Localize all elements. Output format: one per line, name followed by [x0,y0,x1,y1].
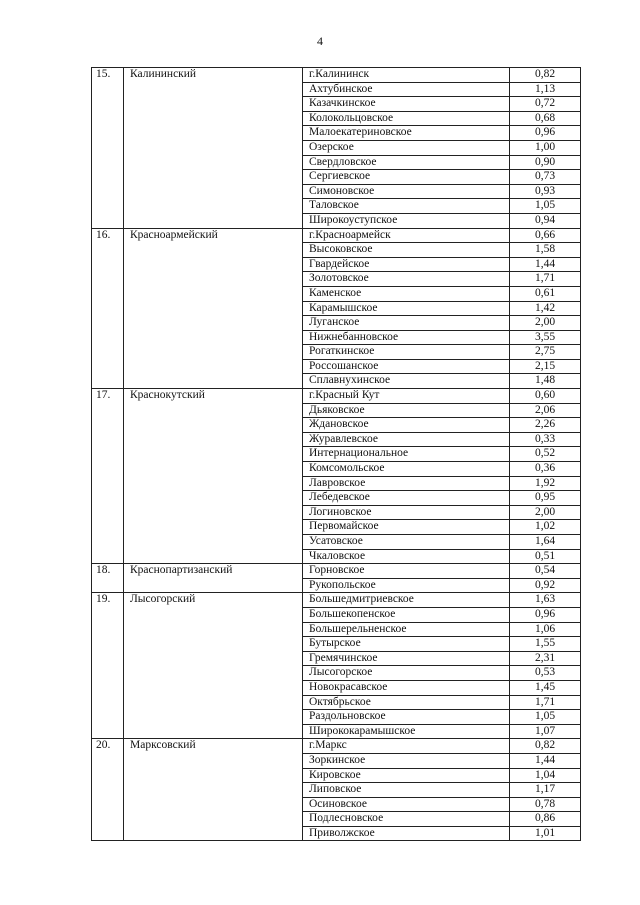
settlement-name: Лебедевское [303,491,510,506]
settlement-row [303,345,580,360]
settlement-row [303,111,580,126]
settlement-row [303,374,580,388]
row-number: 20. [92,739,124,841]
coefficient-value: 0,92 [510,578,581,592]
settlement-name: г.Красноармейск [303,229,510,243]
settlement-name: Липовское [303,783,510,798]
settlement-row [303,184,580,199]
settlement-row [303,739,580,753]
settlement-row [303,447,580,462]
settlement-name: Октябрьское [303,695,510,710]
settlement-row [303,724,580,738]
settlement-row [303,607,580,622]
settlements-cell [303,593,581,739]
settlement-row [303,140,580,155]
settlement-name: Лавровское [303,476,510,491]
settlement-row [303,578,580,592]
settlement-row [303,826,580,840]
settlement-name: Горновское [303,564,510,578]
settlement-name: г.Маркс [303,739,510,753]
coefficient-value: 2,06 [510,403,581,418]
coefficient-value: 0,51 [510,549,581,563]
settlement-row [303,462,580,477]
settlement-name: Усатовское [303,535,510,550]
settlement-row [303,126,580,141]
settlement-row [303,257,580,272]
settlement-row [303,505,580,520]
settlement-row [303,199,580,214]
coefficient-value: 1,71 [510,695,581,710]
coefficient-value: 0,95 [510,491,581,506]
settlement-row [303,82,580,97]
settlement-name: Большекопенское [303,607,510,622]
settlement-row [303,797,580,812]
settlement-name: г.Калининск [303,68,510,82]
settlement-name: Свердловское [303,155,510,170]
settlement-name: Нижнебанновское [303,330,510,345]
settlement-row [303,637,580,652]
settlement-name: Ахтубинское [303,82,510,97]
settlement-name: Широкоуступское [303,213,510,227]
coefficient-value: 1,13 [510,82,581,97]
settlement-name: Большедмитриевское [303,593,510,607]
settlement-name: Высоковское [303,243,510,258]
settlement-name: Сергиевское [303,170,510,185]
row-number: 19. [92,593,124,739]
settlements-cell [303,68,581,229]
settlements-cell [303,228,581,389]
settlement-name: Сплавнухинское [303,374,510,388]
settlement-row [303,666,580,681]
coefficient-value: 0,93 [510,184,581,199]
settlement-row [303,68,580,82]
coefficient-value: 1,17 [510,783,581,798]
settlements-list [303,389,580,563]
settlement-name: Лысогорское [303,666,510,681]
settlement-name: Комсомольское [303,462,510,477]
settlements-list [303,739,580,840]
settlement-row [303,710,580,725]
district-row [92,228,581,389]
coefficient-value: 1,92 [510,476,581,491]
settlement-row [303,812,580,827]
settlement-row [303,403,580,418]
coefficient-value: 2,75 [510,345,581,360]
settlement-row [303,389,580,403]
settlement-name: г.Красный Кут [303,389,510,403]
coefficient-value: 1,42 [510,301,581,316]
settlement-row [303,593,580,607]
coefficient-value: 0,52 [510,447,581,462]
coefficient-value: 0,82 [534,739,556,752]
coefficient-value: 0,90 [510,155,581,170]
settlement-row [303,229,580,243]
settlement-name: Журавлевское [303,432,510,447]
coefficient-value: 1,00 [510,140,581,155]
row-number: 15. [92,68,124,229]
settlement-name: Чкаловское [303,549,510,563]
settlement-name: Приволжское [303,826,510,840]
coefficient-value: 1,44 [510,257,581,272]
settlement-row [303,680,580,695]
settlement-row [303,768,580,783]
coefficient-value: 1,06 [510,622,581,637]
coefficient-value: 0,61 [510,286,581,301]
coefficient-value: 0,94 [510,213,581,227]
settlement-row [303,213,580,227]
district-row [92,389,581,564]
settlement-name: Осиновское [303,797,510,812]
district-row [92,564,581,593]
settlement-row [303,243,580,258]
coefficient-value: 1,07 [510,724,581,738]
settlements-list [303,564,580,592]
settlement-row [303,783,580,798]
settlement-row [303,286,580,301]
settlement-name: Большерельненское [303,622,510,637]
settlement-name: Симоновское [303,184,510,199]
coefficient-value: 2,26 [510,418,581,433]
coefficient-value: 1,48 [510,374,581,388]
settlements-cell [303,389,581,564]
coefficient-value: 1,05 [510,199,581,214]
coefficient-value: 0,78 [510,797,581,812]
settlement-row [303,316,580,331]
settlement-row [303,564,580,578]
settlement-row [303,272,580,287]
coefficients-table [91,67,581,841]
settlement-name: Подлесновское [303,812,510,827]
settlement-row [303,491,580,506]
coefficient-value: 1,63 [534,593,556,606]
coefficient-value: 1,01 [510,826,581,840]
settlement-name: Казачкинское [303,97,510,112]
coefficient-value: 2,15 [510,359,581,374]
settlement-name: Раздольновское [303,710,510,725]
settlements-cell [303,564,581,593]
settlements-list [303,229,580,389]
coefficient-value: 0,72 [510,97,581,112]
settlement-row [303,359,580,374]
settlement-row [303,418,580,433]
coefficient-value: 1,71 [510,272,581,287]
coefficient-value: 0,73 [510,170,581,185]
settlement-name: Дьяковское [303,403,510,418]
coefficient-value: 0,82 [534,68,556,80]
district-name: Марксовский [124,739,303,841]
settlement-row [303,97,580,112]
settlements-list [303,593,580,738]
row-number: 18. [92,564,124,593]
settlement-name: Ширококарамышское [303,724,510,738]
settlement-name: Рогаткинское [303,345,510,360]
coefficient-value: 1,64 [510,535,581,550]
coefficient-value: 0,96 [510,607,581,622]
coefficient-value: 0,36 [510,462,581,477]
settlement-name: Золотовское [303,272,510,287]
settlement-row [303,432,580,447]
coefficient-value: 1,44 [510,753,581,768]
settlement-row [303,520,580,535]
coefficient-value: 2,00 [510,316,581,331]
coefficient-value: 1,04 [510,768,581,783]
settlement-name: Интернациональное [303,447,510,462]
coefficient-value: 1,58 [510,243,581,258]
coefficient-value: 2,00 [510,505,581,520]
settlement-row [303,330,580,345]
settlement-name: Ждановское [303,418,510,433]
coefficient-value: 3,55 [510,330,581,345]
settlement-name: Первомайское [303,520,510,535]
settlement-name: Кировское [303,768,510,783]
settlement-row [303,549,580,563]
coefficient-value: 1,55 [510,637,581,652]
settlement-row [303,155,580,170]
settlement-row [303,535,580,550]
district-name: Красноармейский [124,228,303,389]
settlement-row [303,651,580,666]
table-body [92,68,581,841]
coefficient-value: 0,86 [510,812,581,827]
coefficient-value: 1,05 [510,710,581,725]
row-number: 17. [92,389,124,564]
settlement-name: Гвардейское [303,257,510,272]
settlement-name: Россошанское [303,359,510,374]
coefficient-value: 1,02 [510,520,581,535]
settlement-name: Карамышское [303,301,510,316]
district-row [92,593,581,739]
settlement-row [303,753,580,768]
coefficient-value: 0,68 [510,111,581,126]
district-name: Краснопартизанский [124,564,303,593]
settlement-name: Озерское [303,140,510,155]
coefficient-value: 0,96 [510,126,581,141]
settlement-name: Зоркинское [303,753,510,768]
coefficient-value: 0,54 [534,564,556,577]
settlement-row [303,695,580,710]
page-number: 4 [317,34,323,48]
settlement-row [303,301,580,316]
coefficient-value: 2,31 [510,651,581,666]
settlements-list [303,68,580,228]
settlement-name: Луганское [303,316,510,331]
district-name: Калининский [124,68,303,229]
settlements-cell [303,739,581,841]
settlement-name: Каменское [303,286,510,301]
settlement-row [303,622,580,637]
settlement-name: Колокольцовское [303,111,510,126]
coefficient-value: 0,60 [534,389,556,402]
district-name: Лысогорский [124,593,303,739]
settlement-name: Малоекатериновское [303,126,510,141]
settlement-name: Бутырское [303,637,510,652]
settlement-row [303,170,580,185]
coefficient-value: 0,53 [510,666,581,681]
settlement-name: Таловское [303,199,510,214]
settlement-row [303,476,580,491]
settlement-name: Логиновское [303,505,510,520]
coefficient-value: 1,45 [510,680,581,695]
settlement-name: Гремячинское [303,651,510,666]
district-row [92,68,581,229]
district-row [92,739,581,841]
row-number: 16. [92,228,124,389]
settlement-name: Рукопольское [303,578,510,592]
coefficient-value: 0,33 [510,432,581,447]
settlement-name: Новокрасавское [303,680,510,695]
coefficient-value: 0,66 [534,228,556,241]
district-name: Краснокутский [124,389,303,564]
